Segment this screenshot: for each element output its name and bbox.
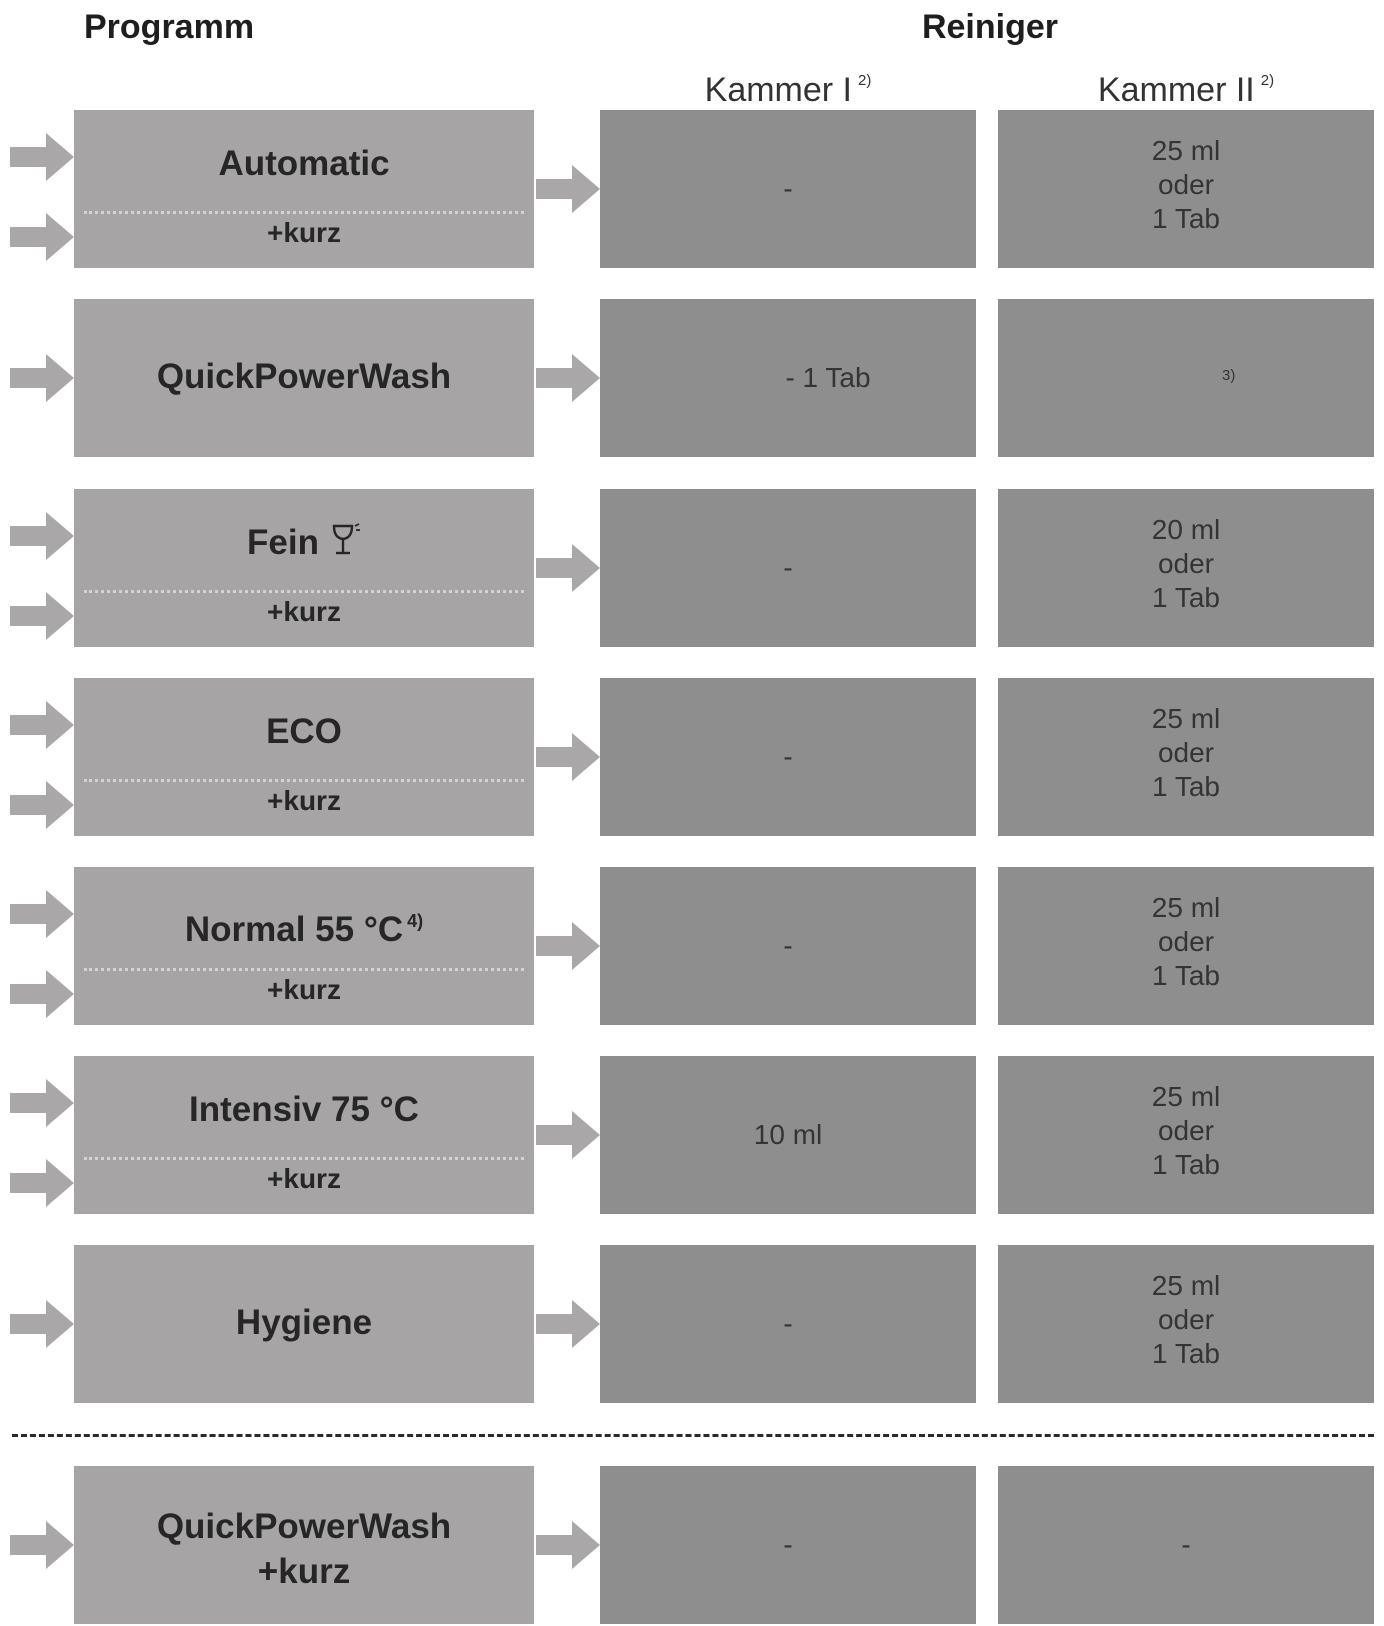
reiniger-header: Reiniger: [921, 8, 1059, 46]
program-name: Hygiene: [235, 1303, 373, 1342]
arrow-icon: [10, 1079, 74, 1127]
table-row: [0, 110, 1384, 268]
program-name: [74, 901, 534, 950]
arrow-icon: [10, 1521, 74, 1569]
arrow-icon: [10, 781, 74, 829]
program-box: [74, 110, 534, 268]
dose-tab: 1 Tab: [1152, 1338, 1220, 1369]
kammer-2-cell: [998, 867, 1374, 1025]
arrow-icon: [536, 1111, 600, 1159]
kammer-1-cell: [600, 867, 976, 1025]
kammer-2-value: [998, 513, 1374, 615]
kammer-1-cell: [600, 1056, 976, 1214]
dose-ml: 25 ml: [1151, 1081, 1221, 1112]
kammer-2-cell: [998, 1245, 1374, 1403]
dose-ml: 25 ml: [1151, 703, 1221, 734]
dotted-divider: [84, 211, 524, 214]
program-modifier: +kurz: [267, 1163, 341, 1194]
dose-or: oder: [1157, 1304, 1215, 1335]
dose-or: oder: [1157, 169, 1215, 200]
dose-tab: 1 Tab: [1152, 203, 1220, 234]
arrow-icon: [10, 1300, 74, 1348]
kammer-1-value: - 1 Tab: [785, 362, 871, 393]
kammer-1-cell: [600, 299, 976, 457]
kammer-1-label: Kammer I: [704, 71, 852, 109]
program-label: Fein: [247, 523, 319, 562]
program-name: [74, 523, 534, 566]
kammer-2-value: [998, 891, 1374, 993]
kammer-1-value: -: [783, 173, 793, 204]
kammer-1-value: -: [783, 552, 793, 583]
kammer-2-cell: [998, 299, 1374, 457]
arrow-icon: [536, 1521, 600, 1569]
kammer-1-header: [600, 60, 976, 109]
dotted-divider: [84, 590, 524, 593]
program-label: Normal 55 °C: [184, 910, 404, 949]
kammer-2-footnote: 3): [1222, 367, 1236, 384]
kammer-1-cell: [600, 1466, 976, 1624]
dose-tab: 1 Tab: [1152, 582, 1220, 613]
dotted-divider: [84, 1157, 524, 1160]
arrow-icon: [10, 890, 74, 938]
dose-ml: 25 ml: [1151, 135, 1221, 166]
kammer-1-cell: [600, 1245, 976, 1403]
dose-or: oder: [1157, 737, 1215, 768]
kammer-2-cell: [998, 489, 1374, 647]
program-modifier: +kurz: [267, 785, 341, 816]
kammer-2-label: Kammer II: [1097, 71, 1255, 109]
kammer-2-value: [998, 134, 1374, 236]
kammer-2-footnote: 2): [1260, 72, 1275, 89]
arrow-icon: [536, 1300, 600, 1348]
program-label: QuickPowerWash: [156, 1507, 452, 1546]
arrow-icon: [10, 133, 74, 181]
program-box: [74, 1245, 534, 1403]
program-name: [74, 1504, 534, 1594]
program-box: [74, 867, 534, 1025]
table-row: [0, 678, 1384, 836]
kammer-2-cell: [998, 110, 1374, 268]
kammer-2-cell: [998, 678, 1374, 836]
table-row: [0, 1466, 1384, 1624]
table-row: [0, 299, 1384, 457]
program-modifier: +kurz: [267, 974, 341, 1005]
arrow-icon: [536, 922, 600, 970]
arrow-icon: [10, 213, 74, 261]
program-name: Intensiv 75 °C: [189, 1090, 419, 1129]
arrow-icon: [10, 354, 74, 402]
kammer-1-value: -: [783, 1308, 793, 1339]
program-box: [74, 1466, 534, 1624]
program-footnote: 4): [407, 911, 424, 931]
kammer-1-footnote: 2): [858, 72, 872, 89]
table-row: [0, 489, 1384, 647]
program-name: ECO: [266, 712, 342, 751]
kammer-2-value: [998, 1269, 1374, 1371]
arrow-icon: [10, 1159, 74, 1207]
arrow-icon: [10, 701, 74, 749]
kammer-1-value: -: [783, 930, 793, 961]
table-row: [0, 867, 1384, 1025]
kammer-1-value: -: [783, 1529, 793, 1560]
program-box: [74, 1056, 534, 1214]
dose-or: oder: [1157, 926, 1215, 957]
dotted-divider: [84, 779, 524, 782]
dose-or: oder: [1157, 1115, 1215, 1146]
program-box: [74, 299, 534, 457]
table-row: [0, 1056, 1384, 1214]
kammer-2-value: [998, 1080, 1374, 1182]
table-row: [0, 1245, 1384, 1403]
arrow-icon: [536, 544, 600, 592]
kammer-2-value: -: [1181, 1529, 1191, 1560]
wine-glass-icon: [331, 523, 361, 566]
arrow-icon: [10, 592, 74, 640]
program-name: Automatic: [218, 144, 390, 183]
program-box: [74, 489, 534, 647]
arrow-icon: [10, 970, 74, 1018]
kammer-1-cell: [600, 489, 976, 647]
arrow-icon: [536, 354, 600, 402]
kammer-1-value: -: [783, 741, 793, 772]
kammer-1-cell: [600, 110, 976, 268]
program-modifier: +kurz: [257, 1552, 351, 1591]
arrow-icon: [536, 165, 600, 213]
dose-or: oder: [1157, 548, 1215, 579]
kammer-2-cell: [998, 1056, 1374, 1214]
dotted-divider: [84, 968, 524, 971]
kammer-2-header: [998, 60, 1374, 109]
program-modifier: +kurz: [267, 217, 341, 248]
dose-tab: 1 Tab: [1152, 771, 1220, 802]
kammer-2-value: [998, 702, 1374, 804]
programm-header: Programm: [84, 8, 255, 46]
arrow-icon: [10, 512, 74, 560]
kammer-2-cell: [998, 1466, 1374, 1624]
dose-tab: 1 Tab: [1152, 1149, 1220, 1180]
program-name: QuickPowerWash: [156, 357, 452, 396]
dose-ml: 25 ml: [1151, 1270, 1221, 1301]
dose-tab: 1 Tab: [1152, 960, 1220, 991]
dashed-separator: [12, 1434, 1374, 1437]
dose-ml: 25 ml: [1151, 892, 1221, 923]
dose-ml: 20 ml: [1151, 514, 1221, 545]
program-modifier: +kurz: [267, 596, 341, 627]
kammer-1-cell: [600, 678, 976, 836]
kammer-1-value: 10 ml: [753, 1119, 823, 1150]
program-box: [74, 678, 534, 836]
arrow-icon: [536, 733, 600, 781]
